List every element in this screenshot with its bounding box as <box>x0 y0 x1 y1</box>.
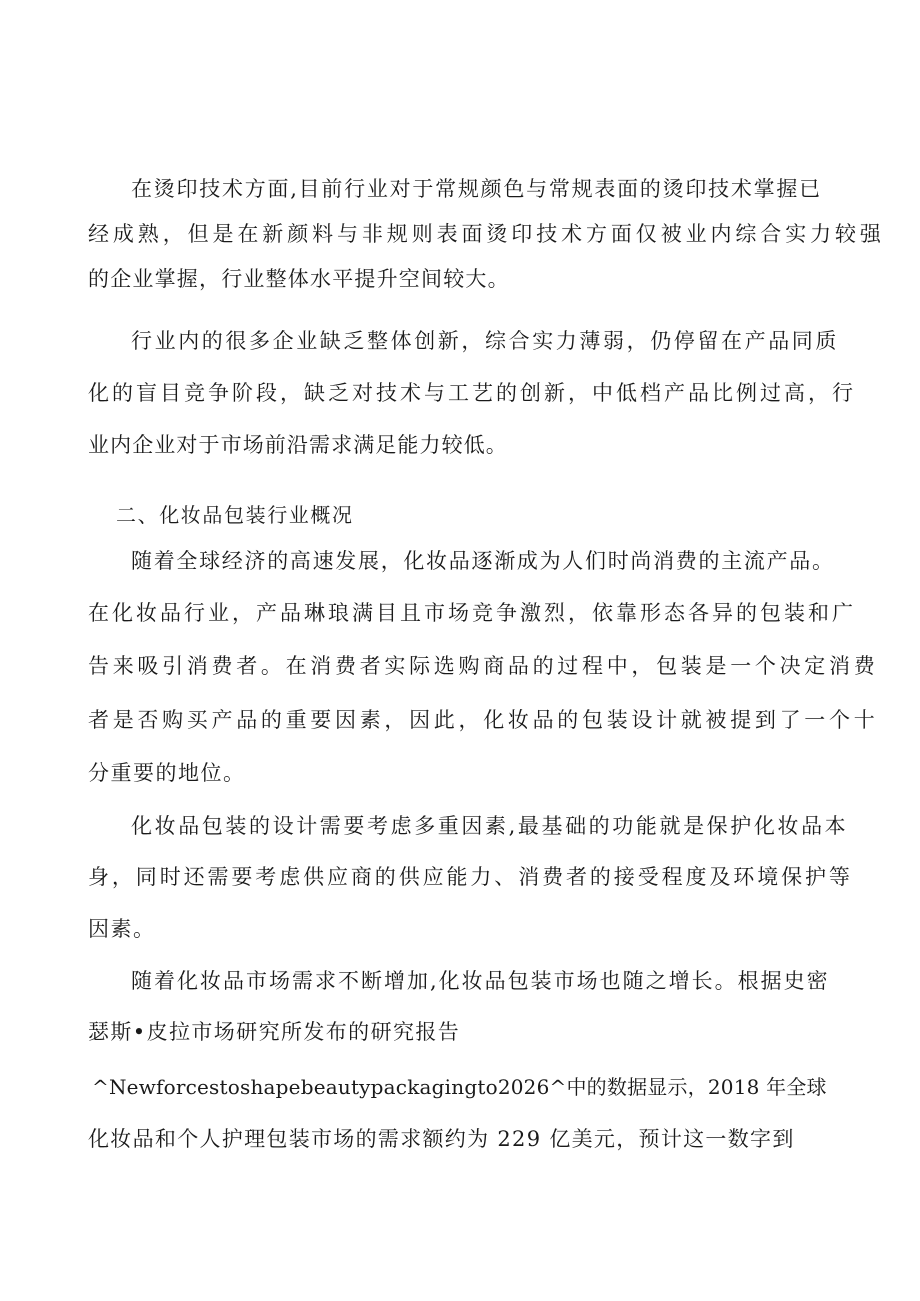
paragraph-3-line-1: 随着全球经济的高速发展，化妆品逐渐成为人们时尚消费的主流产品。 <box>131 549 835 573</box>
paragraph-3-line-2: 在化妆品行业，产品琳琅满目且市场竞争激烈，依靠形态各异的包装和广 <box>88 601 856 625</box>
paragraph-3-line-5: 分重要的地位。 <box>88 761 246 785</box>
section-heading: 二、化妆品包装行业概况 <box>116 503 354 527</box>
paragraph-5-line-3: ^Newforcestoshapebeautypackagingto2026^中的数据显示，2018 年全球 <box>92 1075 827 1099</box>
paragraph-2-line-3: 业内企业对于市场前沿需求满足能力较低。 <box>88 433 508 457</box>
paragraph-2-line-1: 行业内的很多企业缺乏整体创新，综合实力薄弱，仍停留在产品同质 <box>131 329 839 353</box>
paragraph-4-line-3: 因素。 <box>88 917 156 941</box>
paragraph-2-line-2: 化的盲目竞争阶段，缺乏对技术与工艺的创新，中低档产品比例过高，行 <box>88 381 856 405</box>
paragraph-3-line-3: 告来吸引消费者。在消费者实际选购商品的过程中，包装是一个决定消费 <box>88 654 879 678</box>
paragraph-5-line-1: 随着化妆品市场需求不断增加,化妆品包装市场也随之增长。根据史密 <box>131 969 830 993</box>
paragraph-4-line-2: 身，同时还需要考虑供应商的供应能力、消费者的接受程度及环境保护等 <box>88 865 853 889</box>
paragraph-5-line-4: 化妆品和个人护理包装市场的需求额约为 229 亿美元，预计这一数字到 <box>88 1127 795 1151</box>
paragraph-4-line-1: 化妆品包装的设计需要考虑多重因素,最基础的功能就是保护化妆品本 <box>131 814 849 838</box>
paragraph-5-line-2: 瑟斯•皮拉市场研究所发布的研究报告 <box>88 1020 461 1044</box>
paragraph-3-line-4: 者是否购买产品的重要因素，因此，化妆品的包装设计就被提到了一个十 <box>88 708 879 732</box>
paragraph-1-line-1: 在烫印技术方面,目前行业对于常规颜色与常规表面的烫印技术掌握已 <box>131 177 822 201</box>
paragraph-1-line-3: 的企业掌握，行业整体水平提升空间较大。 <box>88 267 510 291</box>
paragraph-1-line-2: 经成熟，但是在新颜料与非规则表面烫印技术方面仅被业内综合实力较强 <box>88 222 885 246</box>
